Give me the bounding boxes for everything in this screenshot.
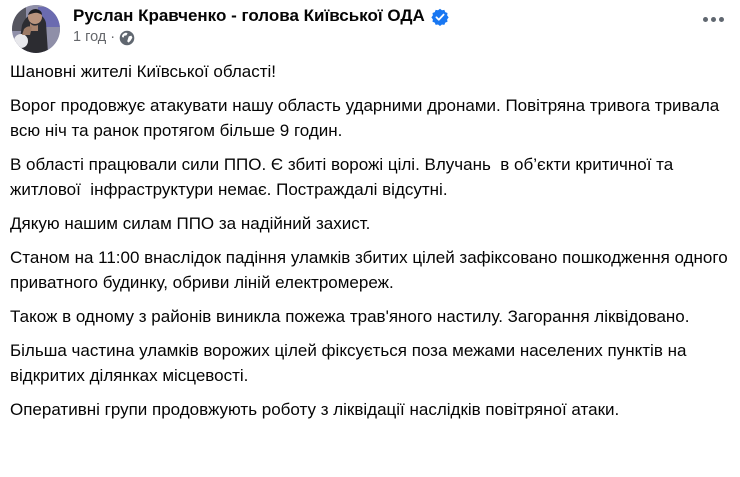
post-header — [0, 0, 740, 58]
verified-badge-icon — [431, 8, 449, 26]
post-paragraph: Дякую нашим силам ППО за надійний захист. — [10, 214, 371, 233]
avatar[interactable] — [12, 5, 60, 53]
globe-public-icon — [119, 30, 135, 46]
author-name-row — [73, 6, 693, 26]
post-paragraph: Шановні жителі Київської області! — [10, 62, 277, 81]
post-paragraph: Ворог продовжує атакувати нашу область ударними дронами. Повітряна тривога тривала всю ніч та ранок протягом більше 9 годин. — [10, 96, 724, 140]
post-paragraph: Більша частина уламків ворожих цілей фіксується поза межами населених пунктів на відкритих ділянках місцевості. — [10, 341, 692, 385]
post-paragraph: В області працювали сили ППО. Є збиті ворожі цілі. Влучань в об’єкти критичної та житлової інфраструктури немає. Постраждалі відсутні. — [10, 155, 678, 199]
timestamp[interactable]: 1 год — [73, 29, 107, 45]
header-meta — [73, 5, 693, 46]
post-body — [0, 58, 740, 422]
post-meta-row — [73, 29, 693, 46]
avatar-photo — [12, 5, 60, 53]
post-paragraph: Оперативні групи продовжують роботу з ліквідації наслідків повітряної атаки. — [10, 400, 620, 419]
meta-separator: · — [110, 29, 116, 45]
post-paragraph: Станом на 11:00 внаслідок падіння уламків збитих цілей зафіксовано пошкодження одного приватного будинку, обриви ліній електромереж. — [10, 248, 733, 292]
author-name[interactable]: Руслан Кравченко - голова Київської ОДА — [73, 6, 425, 25]
ellipsis-more-icon — [703, 17, 708, 22]
more-options-button[interactable] — [693, 7, 726, 32]
post-paragraph: Також в одному з районів виникла пожежа трав'яного настилу. Загорання ліквідовано. — [10, 307, 690, 326]
